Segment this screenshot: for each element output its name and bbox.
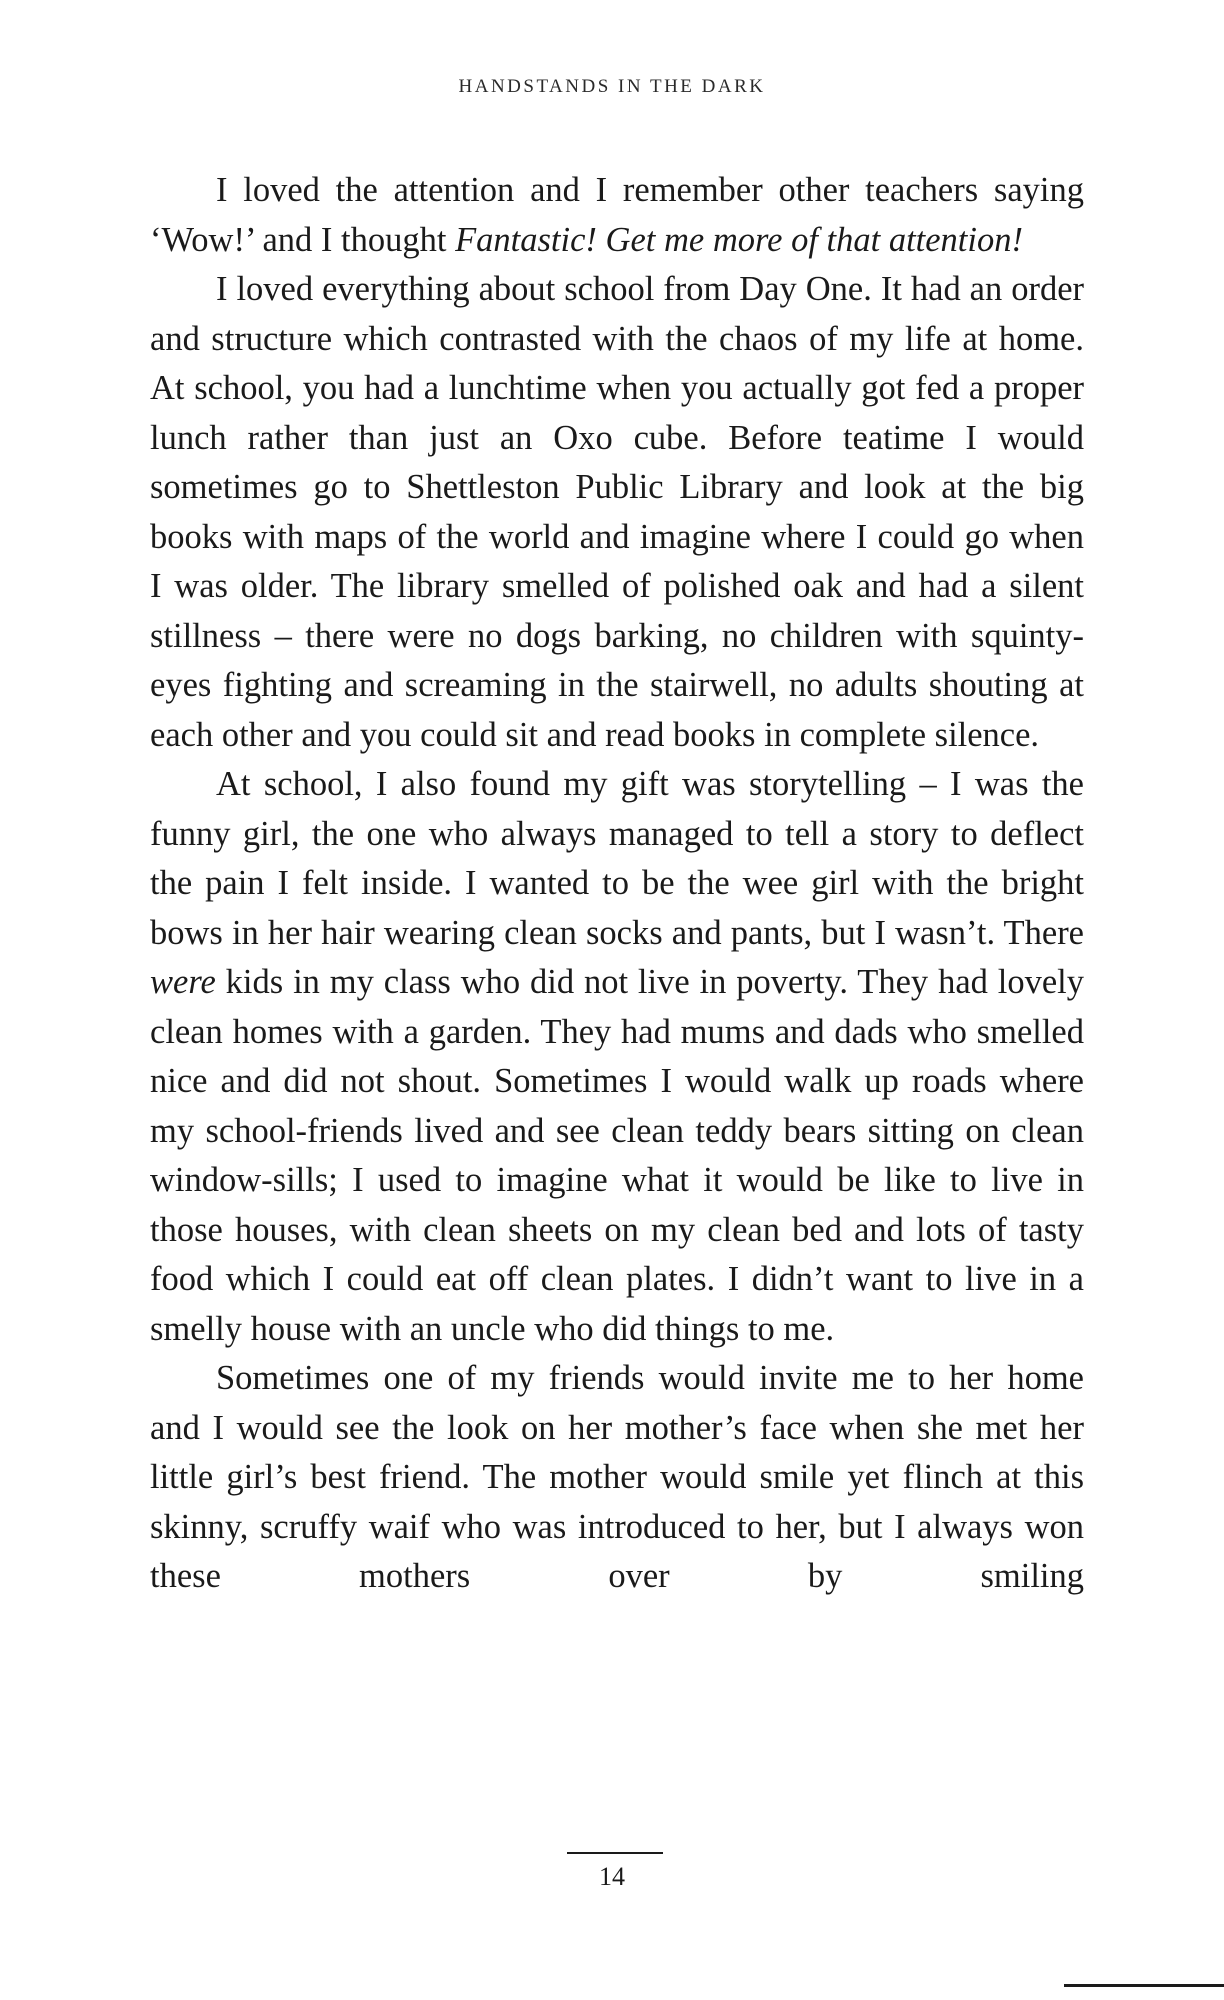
edge-rule <box>1064 1984 1224 1987</box>
paragraph: I loved everything about school from Day One. It had an order and structure which contrasted with the chaos of my life at home. At school, you had a lunchtime when you actually got fed a proper lunch rather than just an Oxo cube. Before teatime I would sometimes go to Shettleston Public Library and look at the big books with maps of the world and imagine where I could go when I was older. The library smelled of polished oak and had a silent stillness – there were no dogs barking, no children with squinty-eyes fighting and screaming in the stairwell, no adults shouting at each other and you could sit and read books in complete silence. <box>150 270 1084 754</box>
paragraph-text: I loved the attention and I remember other teachers saying ‘Wow!’ and I thought <box>150 171 1084 259</box>
body-text <box>150 166 1084 1602</box>
paragraph: Sometimes one of my friends would invite me to her home and I would see the look on her mother’s face when she met her little girl’s best friend. The mother would smile yet flinch at this skinny, scruffy waif who was introduced to her, but I always won these mothers over by smiling <box>150 1359 1084 1595</box>
paragraph-text: At school, I also found my gift was storytelling – I was the funny girl, the one who always managed to tell a story to deflect the pain I felt inside. I wanted to be the wee girl with the bright bows in her hair wearing clean socks and pants, but I wasn’t. There <box>150 765 1084 952</box>
italic-text: were <box>150 963 216 1001</box>
page-number: 14 <box>599 1862 625 1891</box>
paragraph <box>150 166 1084 265</box>
running-head: HANDSTANDS IN THE DARK <box>458 76 766 97</box>
italic-text: Fantastic! Get me more of that attention! <box>455 220 1023 259</box>
paragraph-text: kids in my class who did not live in poverty. They had lovely clean homes with a garden. They had mums and dads who smelled nice and did not shout. Sometimes I would walk up roads where my school-friends lived and see clean teddy bears sitting on clean window-sills; I used to imagine what it would be like to live in those houses, with clean sheets on my clean bed and lots of tasty food which I could eat off clean plates. I didn’t want to live in a smelly house with an uncle who did things to me. <box>150 963 1084 1348</box>
paragraph <box>150 760 1084 1354</box>
folio-rule <box>567 1852 663 1854</box>
